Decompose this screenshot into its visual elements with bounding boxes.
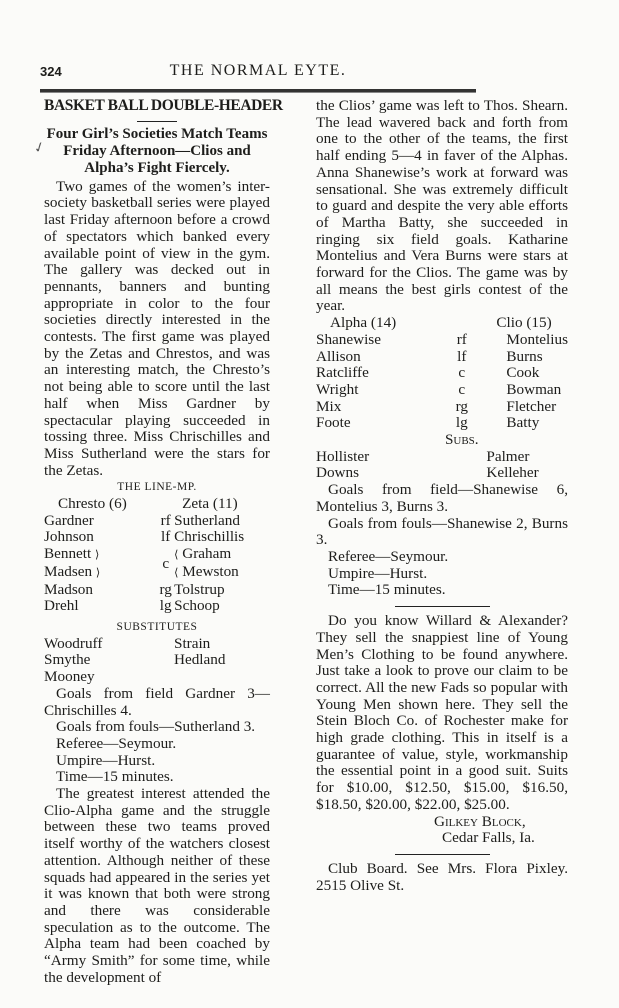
sub-a: Smythe <box>44 651 91 669</box>
advertisement-address-line2: Cedar Falls, Ia. <box>442 829 535 847</box>
player-b: Graham <box>182 545 232 563</box>
lineup-row <box>316 365 568 382</box>
team-b-name: Clio (15) <box>496 314 552 332</box>
lineup2-table <box>316 315 568 482</box>
player-b: Bowman <box>506 380 562 398</box>
sub-b: Hedland <box>174 651 226 669</box>
team-a-name: Chresto (6) <box>58 495 127 513</box>
subs-row <box>44 669 270 686</box>
position: rf <box>456 330 467 348</box>
header-rule <box>40 89 476 93</box>
player-a: Johnson <box>44 528 94 546</box>
position: rf <box>160 511 171 529</box>
lineup1-time: Time—15 minutes. <box>56 768 174 786</box>
sub-a: Hollister <box>316 447 370 465</box>
lineup1-goals-fouls: Goals from fouls—Sutherland 3. <box>56 718 256 736</box>
position: rg <box>159 580 172 598</box>
subs-row <box>316 449 568 466</box>
continued-paragraph: the Clios’ game was left to Thos. Shearn. The lead wavered back and forth from one to the other of the teams, the first half ending 5—4 in faver of the Alphas. Anna Shanewise’s work at forward was sensational. She was extremely difficult to guard and despite the very able efforts of Martha Batty, she succeeded in ringing six field goals. Katharine Montelius and Vera Burns were stars at forward for the Clios. The game was by all means the best girls contest of the year. <box>316 97 568 315</box>
lineup2-goals-fouls: Goals from fouls—Shanewise 2, Burns 3. <box>316 514 568 549</box>
right-column <box>316 98 568 894</box>
lineup-row <box>316 415 568 432</box>
lineup-row <box>44 564 270 582</box>
lineup2-team-row <box>316 315 568 332</box>
lineup1-table <box>44 496 270 615</box>
player-a: Shanewise <box>316 330 381 348</box>
player-b: Sutherland <box>174 511 240 529</box>
subs-row <box>44 636 270 653</box>
position: lf <box>457 347 467 365</box>
lineup2-referee: Referee—Seymour. <box>328 547 449 565</box>
position: lg <box>159 597 172 615</box>
player-b: Cook <box>506 364 540 382</box>
player-b: Burns <box>506 347 543 365</box>
position: c <box>162 554 170 572</box>
brace-icon: ⟩ <box>95 566 101 579</box>
player-b: Batty <box>506 414 540 432</box>
lineup1-title: THE LINE-MP. <box>117 481 197 494</box>
lineup1-team-row <box>44 496 270 513</box>
player-a: Mix <box>316 397 342 415</box>
brace-icon: ⟩ <box>95 549 100 562</box>
sub-a: Downs <box>316 464 360 482</box>
article-subheadline <box>44 126 270 177</box>
position: c <box>458 380 466 398</box>
advertisement-address-line1: Gilkey Block, <box>434 812 526 830</box>
sub-b: Palmer <box>486 447 530 465</box>
brace-icon: ⟨ <box>174 549 179 562</box>
player-a: Allison <box>316 347 361 365</box>
player-b: Schoop <box>174 597 220 615</box>
lineup1-referee: Referee—Seymour. <box>56 734 177 752</box>
lineup2-subs-title: Subs. <box>444 431 479 449</box>
position: c <box>458 364 466 382</box>
intro-paragraph: Two games of the women’s inter-society basketball series were played last Friday afternoon before a crowd of spectators which banked every available point of view in the gym. The gallery was decked out in pennants, banners and bunting appropriate in color to the four societies directly interested in the contests. The first game was played by the Zetas and Chrestos, and was an interesting match, the Chresto’s not being able to score until the last half when Miss Gardner by spectacular playing succeeded in tossing three. Miss Chrischilles and Miss Sutherland were the stars for the Zetas. <box>44 177 270 479</box>
check-mark-icon: ✓ <box>31 139 48 158</box>
player-a: Drehl <box>44 597 79 615</box>
lineup-row <box>316 399 568 416</box>
sub-b: Kelleher <box>486 464 539 482</box>
position: lf <box>161 528 171 546</box>
player-b: Tolstrup <box>174 580 225 598</box>
brace-icon: ⟨ <box>174 566 179 579</box>
lineup1-umpire: Umpire—Hurst. <box>56 751 156 769</box>
player-b: Chrischillis <box>174 528 245 546</box>
player-a: Madson <box>44 580 93 598</box>
section-divider <box>395 606 490 607</box>
position: rg <box>455 397 468 415</box>
lineup2-goals-field: Goals from field—Shanewise 6, Montelius 3, Burns 3. <box>316 481 568 515</box>
subheadline-line: Four Girl’s Societies Match Teams <box>46 125 268 142</box>
lineup2-subs-title-row <box>316 432 568 449</box>
player-a: Madsen <box>44 562 93 580</box>
lineup-row <box>44 513 270 530</box>
article-headline: BASKET BALL DOUBLE-HEADER <box>44 97 283 114</box>
player-b: Fletcher <box>506 397 557 415</box>
player-a: Ratcliffe <box>316 364 369 382</box>
lineup1-subs-table <box>44 636 270 686</box>
journal-title: THE NORMAL EYTE. <box>169 62 347 79</box>
lineup-row <box>316 382 568 399</box>
player-a: Wright <box>316 380 359 398</box>
position: lg <box>455 414 468 432</box>
player-a-group <box>44 546 157 564</box>
headline-rule <box>137 121 177 122</box>
left-column <box>44 97 283 986</box>
player-a: Foote <box>316 414 351 432</box>
sub-b: Strain <box>174 634 211 652</box>
lineup-row <box>44 546 270 564</box>
subheadline-line: Friday Afternoon—Clios and <box>63 142 251 159</box>
lineup-row <box>316 349 568 366</box>
second-game-paragraph: The greatest interest attended the Clio-Alpha game and the struggle between these two teams proved itself worthy of the watchers closest attention. Although neither of these squads had appeared in the series yet it was known that both were strong and there was considerable speculation as to the outcome. The Alpha team had been coached by “Army Smith” for some time, while the development of <box>44 785 270 986</box>
subs-row <box>44 652 270 669</box>
subheadline-line: Alpha’s Fight Fiercely. <box>84 159 230 176</box>
lineup-row <box>44 529 270 546</box>
player-a-group <box>44 564 157 582</box>
sub-a: Woodruff <box>44 634 103 652</box>
club-board-notice: Club Board. See Mrs. Flora Pixley. 2515 Olive St. <box>316 859 568 894</box>
team-a-name: Alpha (14) <box>330 314 397 332</box>
player-a: Gardner <box>44 511 94 529</box>
player-b-group <box>174 564 270 582</box>
player-a: Bennett <box>44 545 92 563</box>
player-b-group <box>174 546 270 564</box>
lineup1-goals-field: Goals from field Gardner 3—Chrischilles 4. <box>44 684 270 719</box>
lineup-row <box>316 332 568 349</box>
lineup1-subs-title: SUBSTITUTES <box>116 620 198 633</box>
lineup-row <box>44 598 270 615</box>
lineup2-umpire: Umpire—Hurst. <box>328 564 428 582</box>
advertisement-body: Do you know Willard & Alexander? They sell the snappiest line of Young Men’s Clothing to be found anywhere. Just take a look to prove our claim to be correct. All the new Fads so popular with Young Men shown here. They sell the Stein Bloch Co. of Rochester make for high grade clothing. This in itself is a guarantee of value, style, workmanship the essential point in a good suit. Suits for $10.00, $12.50, $15.00, $16.50, $18.50, $20.00, $22.00, $25.00. <box>316 612 568 813</box>
page-number: 324 <box>40 64 62 79</box>
team-b-name: Zeta (11) <box>182 495 238 513</box>
sub-a: Mooney <box>44 668 95 686</box>
player-b: Mewston <box>182 562 239 580</box>
page-header <box>40 62 476 86</box>
lineup-row <box>44 582 270 599</box>
section-divider <box>395 854 490 855</box>
lineup2-time: Time—15 minutes. <box>328 581 446 599</box>
subs-row <box>316 465 568 482</box>
player-b: Montelius <box>506 330 568 348</box>
sub-b <box>174 669 270 686</box>
